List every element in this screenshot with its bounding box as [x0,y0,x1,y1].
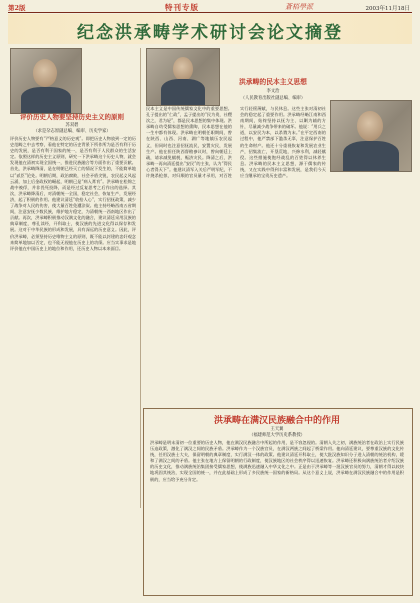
column-divider [140,48,141,508]
left-article-affiliation: （求是杂志原副总编、编审、历史学家） [33,129,111,134]
right-article-title: 洪承畴的民本主义思想 [239,78,307,86]
left-article-lead [82,50,136,112]
header-rule [8,12,412,13]
bottom-article-body: 洪承畴是明末清初一位重要的历史人物，他在满汉民族融合中所起的作用，是不容忽视的。清朝入关之初，满族统治者在政治上实行民族压迫政策，激化了满汉之间的民族矛盾。洪承畴作为一个汉族官员，在满汉两族之间起了桥梁作用。他向清廷建议，要尊重汉族的文化传统，任用汉族士大夫，保留明朝的典章制度，实行满汉一体的政策。他建议清廷开科取士，使大批汉族知识分子进入清朝的统治机构，缓和了满汉之间的矛盾。他主张在地方上保留明朝的行政制度，使汉族地区的社会秩序得以迅速恢复。洪承畴还积极向满族统治者介绍汉族的历史文化，推动满族统治集团接受儒家思想，使满族迅速融入中华文化之中。正是由于洪承畴等一批汉族官员的努力，清朝才得以较快地巩固其统治，实现全国的统一，并在此基础上形成了多民族统一国家的新格局。从这个意义上说，洪承畴在满汉民族融合中的作用是积极的，应当给予充分肯定。 [150,440,404,482]
issue-date: 2003年11月18日 [365,6,410,12]
bottom-article-author: 王天翼 [270,427,284,432]
title-banner [8,14,412,44]
left-article-title: 评价历史人物要坚持历史主义的原则 [20,113,124,121]
article-photo-middle [146,48,220,106]
brand-logo: 蒼梧學派 [285,3,313,11]
right-article-affiliation: （人民教育出版社副总编、编审） [240,96,306,101]
bottom-article-affiliation: （福建师范大学历史系教授） [249,433,305,438]
left-article-body: 评价历史人物要有“严格意义的历史观”。即把历史人物放到一定的历史范畴之中去考察，看他在特定的历史背景下所作所为是否有利于历史的发展，是否有利于国家的统一，是否有利于人民群众的生活安定。依照这样的历史主义原则，研究一下洪承畴这个历史人物，就会发现他在清初实现全国统一，推进民族融合等方面作出了重要贡献。首先，洪承畴降清，是在明朝已经灭亡的情况下发生的，不能简单地以“贰臣”论处。明朝后期，政治腐败，社会矛盾尖锐，农民起义风起云涌，加上后金政权的崛起，明朝已是“病入膏肓”。洪承畴在松锦之战中被俘，并非畏死投降，而是经过反复思考之后作出的选择。其次，洪承畴降清后，对清朝统一全国，稳定社会，恢复生产，发展经济，起了积极的作用。他建议清廷“收拾人心”，实行招抚政策，减少了战争对人民的伤害，使大量百姓免遭涂炭。他主持经略西南五省期间，注意安抚少数民族，维护地方稳定，为清朝统一西南地区作出了贡献。再次，洪承畴积极推动汉满文化的融合，建议清廷采用汉族的典章制度，尊孔读经，开科取士，使汉族的先进文化得以保存和发展。这对于中华民族的形成和发展，具有深远的历史意义。因此，评价洪承畴，必须坚持历史唯物主义的原则，既不能以封建的忠奸观念来简单地加以否定，也不能无视他在历史上的功绩。应当实事求是地评价他在中国历史上的地位和作用，还历史人物以本来面目。 [10,136,136,251]
left-article-continuation [10,510,138,596]
section-name: 特刊专版 [165,3,199,12]
author-photo-left [10,48,82,114]
banner-title: 纪念洪承畴学术研讨会论文摘登 [77,23,343,43]
issue-number: 第2版 [8,4,26,12]
bottom-article-title: 洪承畴在满汉民族融合中的作用 [213,416,340,426]
right-article-author: 李文治 [266,89,280,94]
left-article-author: 苏双碧 [65,123,79,128]
right-article-body: 民本主义是中国传统儒家文化中的重要思想。孔子提出的“仁政”，孟子提出的“民为贵，社稷次之，君为轻”，都是民本思想的集中体现。洪承畴自幼受儒家思想的熏陶，民本思想在他的一生中都有体现。洪承畴在明朝任职期间，曾在陕西、山西、河南、湖广等地镇压农民起义，但同时也注意招抚流民，安置灾民，发展生产。他在担任陕西督粮参议时，曾向朝廷上疏，请求减免赋税，赈济灾民。降清之后，洪承畴一再向清廷提出“安民”的主张，认为“得民心者得天下”。他建议清军入关后严明军纪，不许烧杀抢掠，对归顺的官员量才录用，对百姓实行轻徭薄赋，与民休息。这些主张对清初社会的稳定起了重要作用。洪承畴经略江南和西南期间，始终坚持以抚为主、以剿为辅的方针，尽量减少战争带来的破坏。他说：“用兵之道，以安民为本，以杀戮为末。”在平定西南的过程中，他严禁部下滥杀无辜，注意保护百姓的生命财产。他还十分重视恢复和发展农业生产，招集流亡，开垦荒地，兴修水利，减轻赋役。这些措施使饱经战乱的百姓得以休养生息。洪承畴的民本主义思想，源于儒家的传统，又在实践中得到丰富和发展，是我们今天应当继承的宝贵历史遗产。 [146,106,326,179]
author-photo-right [330,100,412,172]
